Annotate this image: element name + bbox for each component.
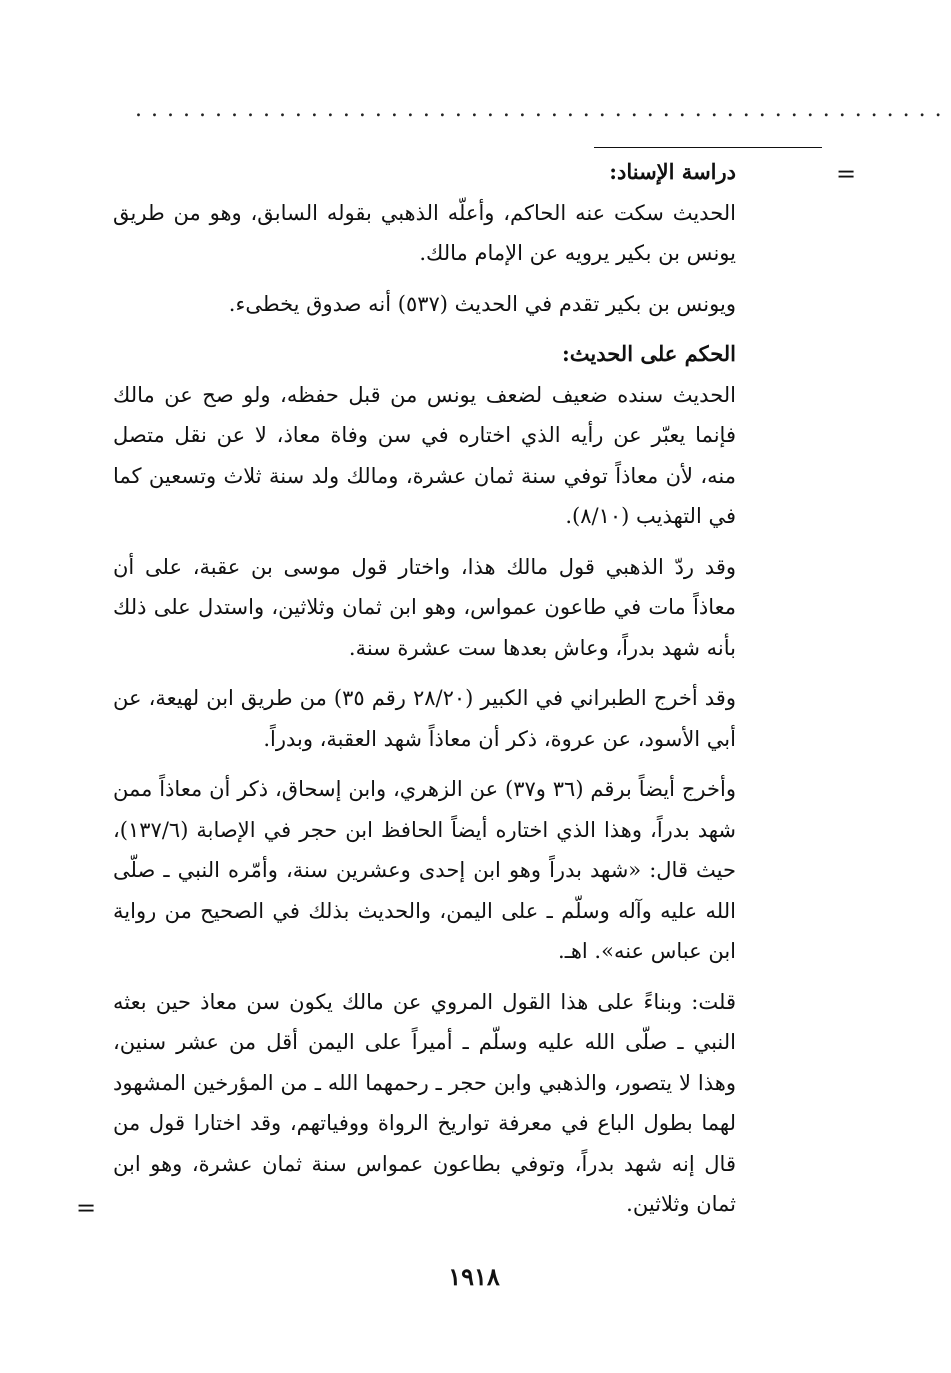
main-text: [113, 152, 736, 1235]
paragraph: قلت: وبناءً على هذا القول المروي عن مالك يكون سن معاذ حين بعثه النبي ـ صلّى الله عليه وسلّم ـ أميراً على اليمن أقل من عشر سنين، وهذا لا يتصور، والذهبي وابن حجر ـ رحمهما الله ـ من المؤرخين المشهود لهما بطول الباع في معرفة تواريخ الرواة ووفياتهم، وقد اختارا قول من قال إنه شهد بدراً، وتوفي بطاعون عمواس سنة ثمان عشرة، وهو ابن ثمان وثلاثين.: [113, 989, 736, 1216]
paragraph: وقد ردّ الذهبي قول مالك هذا، واختار قول موسى بن عقبة، على أن معاذاً مات في طاعون عمواس، وهو ابن ثمان وثلاثين، واستدل على ذلك بأنه شهد بدراً، وعاش بعدها ست عشرة سنة.: [113, 554, 736, 660]
footnote-separator-line: [594, 147, 822, 148]
margin-mark-top: =: [836, 160, 857, 188]
section-heading-ruling: الحكم على الحديث:: [562, 341, 736, 366]
section-heading-isnad: دراسة الإسناد:: [609, 159, 736, 184]
paragraph: وقد أخرج الطبراني في الكبير (٢٨/٢٠ رقم ٣٥) من طريق ابن لهيعة، عن أبي الأسود، عن عروة، ذكر أن معاذاً شهد العقبة، وبدراً.: [113, 686, 736, 751]
page-number: ١٩١٨: [448, 1262, 500, 1291]
paragraph: الحديث سكت عنه الحاكم، وأعلّه الذهبي بقوله السابق، وهو من طريق يونس بن بكير يرويه عن الإمام مالك.: [113, 200, 736, 265]
paragraph: وأخرج أيضاً برقم (٣٦ و٣٧) عن الزهري، وابن إسحاق، ذكر أن معاذاً ممن شهد بدراً، وهذا الذي اختاره أيضاً الحافظ ابن حجر في الإصابة (١٣٧/٦)، حيث قال: «شهد بدراً وهو ابن إحدى وعشرين سنة، وأمّره النبي ـ صلّى الله عليه وآله وسلّم ـ على اليمن، والحديث بذلك في الصحيح من رواية ابن عباس عنه». اهـ.: [113, 777, 736, 963]
paragraph: الحديث سنده ضعيف لضعف يونس من قبل حفظه، ولو صح عن مالك فإنما يعبّر عن رأيه الذي اختاره في سن وفاة معاذ، لا عن نقل متصل منه، لأن معاذاً توفي سنة ثمان عشرة، ومالك ولد سنة ثلاث وتسعين كما في التهذيب (٨/١٠).: [113, 382, 736, 528]
margin-mark-bottom: =: [76, 1194, 97, 1222]
top-dotted-rule: ...................................................: [135, 97, 951, 122]
paragraph: ويونس بن بكير تقدم في الحديث (٥٣٧) أنه صدوق يخطىء.: [228, 291, 736, 316]
